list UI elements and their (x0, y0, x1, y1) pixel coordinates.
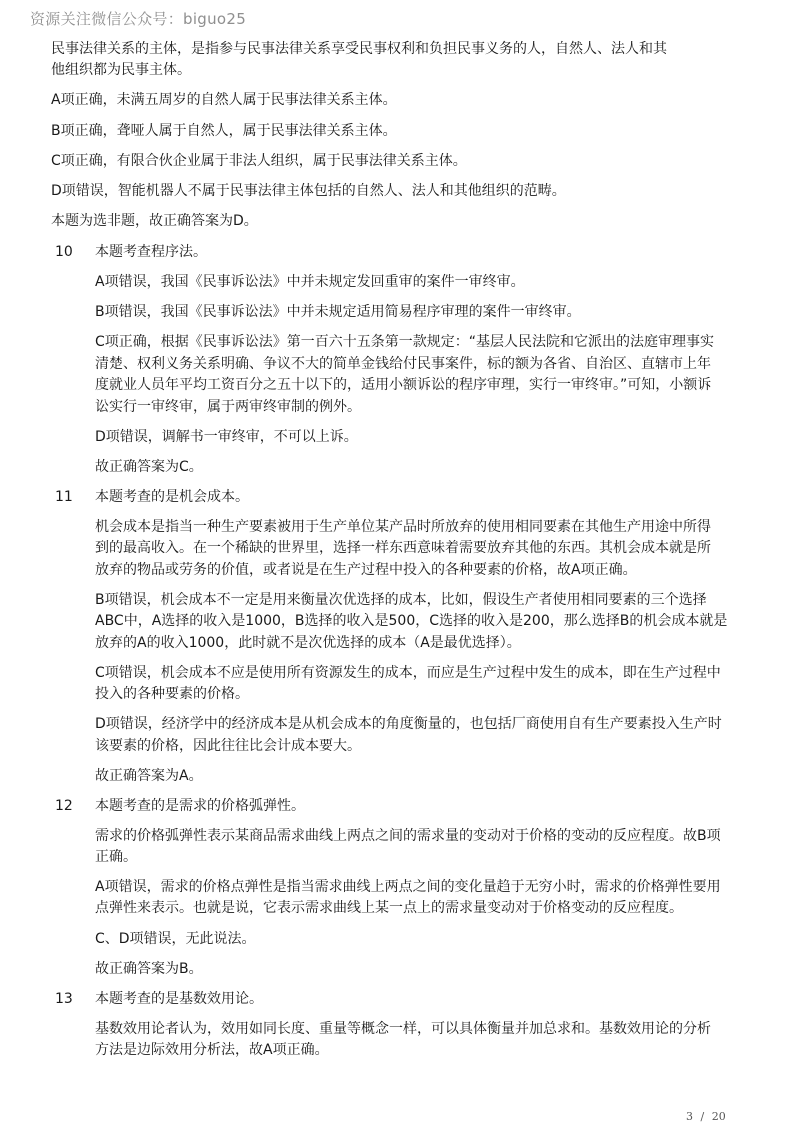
question-number-12: 12 (55, 798, 73, 814)
q11-option-c-line-1: C项错误，机会成本不应是使用所有资源发生的成本，而应是生产过程中发生的成本，即在生产过程中 (95, 665, 721, 681)
intro-option-d: D项错误，智能机器人不属于民事法律主体包括的自然人、法人和其他组织的范畴。 (51, 183, 566, 199)
q11-para-1-line-3: 放弃的物品或劳务的价值，或者说是在生产过程中投入的各种要素的价格，故A项正确。 (95, 562, 637, 578)
q13-para-1-line-2: 方法是边际效用分析法，故A项正确。 (95, 1042, 329, 1058)
q10-option-c-line-1: C项正确，根据《民事诉讼法》第一百六十五条第一款规定：“基层人民法院和它派出的法庭审理事实 (95, 334, 715, 350)
intro-line-2: 他组织都为民事主体。 (51, 62, 191, 78)
q12-answer: 故正确答案为B。 (95, 961, 203, 977)
q11-answer: 故正确答案为A。 (95, 768, 203, 784)
q10-answer: 故正确答案为C。 (95, 459, 203, 475)
q11-para-1-line-1: 机会成本是指当一种生产要素被用于生产单位某产品时所放弃的使用相同要素在其他生产用途中所得 (95, 519, 711, 535)
q12-para-1-line-1: 需求的价格弧弹性表示某商品需求曲线上两点之间的需求量的变动对于价格的变动的反应程度。故B项 (95, 828, 721, 844)
q11-option-b-line-2: ABC中，A选择的收入是1000，B选择的收入是500，C选择的收入是200，那么选择B的机会成本就是 (95, 613, 728, 629)
q11-option-d-line-2: 该要素的价格，因此往往比会计成本要大。 (95, 738, 361, 754)
question-title-11: 本题考查的是机会成本。 (95, 489, 249, 505)
question-number-10: 10 (55, 244, 73, 260)
intro-option-c: C项正确，有限合伙企业属于非法人组织，属于民事法律关系主体。 (51, 153, 467, 169)
q11-option-b-line-1: B项错误，机会成本不一定是用来衡量次优选择的成本，比如，假设生产者使用相同要素的三个选择 (95, 592, 707, 608)
q10-option-c-line-4: 讼实行一审终审，属于两审终审制的例外。 (95, 399, 361, 415)
q10-option-c-line-2: 清楚、权利义务关系明确、争议不大的简单金钱给付民事案件，标的额为各省、自治区、直辖市上年 (95, 356, 711, 372)
intro-option-a: A项正确，未满五周岁的自然人属于民事法律关系主体。 (51, 92, 397, 108)
q11-option-c-line-2: 投入的各种要素的价格。 (95, 686, 249, 702)
question-title-10: 本题考查程序法。 (95, 244, 207, 260)
q12-para-1-line-2: 正确。 (95, 849, 137, 865)
q10-option-b: B项错误，我国《民事诉讼法》中并未规定适用简易程序审理的案件一审终审。 (95, 304, 581, 320)
intro-line-1: 民事法律关系的主体，是指参与民事法律关系享受民事权利和负担民事义务的人，自然人、法人和其 (51, 41, 667, 57)
watermark: 资源关注微信公众号：biguo25 (30, 10, 247, 28)
q13-para-1-line-1: 基数效用论者认为，效用如同长度、重量等概念一样，可以具体衡量并加总求和。基数效用论的分析 (95, 1021, 711, 1037)
q11-option-d-line-1: D项错误，经济学中的经济成本是从机会成本的角度衡量的，也包括厂商使用自有生产要素投入生产时 (95, 716, 722, 732)
intro-option-b: B项正确，聋哑人属于自然人，属于民事法律关系主体。 (51, 123, 397, 139)
q11-option-b-line-3: 放弃的A的收入1000，此时就不是次优选择的成本（A是最优选择）。 (95, 635, 521, 651)
q12-option-cd: C、D项错误，无此说法。 (95, 931, 256, 947)
intro-answer: 本题为选非题，故正确答案为D。 (51, 213, 258, 229)
question-number-11: 11 (55, 489, 73, 505)
question-title-12: 本题考查的是需求的价格弧弹性。 (95, 798, 305, 814)
page-number: 3 / 20 (686, 1110, 726, 1123)
q10-option-d: D项错误，调解书一审终审，不可以上诉。 (95, 429, 358, 445)
question-title-13: 本题考查的是基数效用论。 (95, 991, 263, 1007)
q10-option-a: A项错误，我国《民事诉讼法》中并未规定发回重审的案件一审终审。 (95, 274, 525, 290)
q11-para-1-line-2: 到的最高收入。在一个稀缺的世界里，选择一样东西意味着需要放弃其他的东西。其机会成本就是所 (95, 540, 711, 556)
q12-option-a-line-2: 点弹性来表示。也就是说，它表示需求曲线上某一点上的需求量变动对于价格变动的反应程度。 (95, 900, 683, 916)
q10-option-c-line-3: 度就业人员年平均工资百分之五十以下的，适用小额诉讼的程序审理，实行一审终审。”可知，小额诉 (95, 377, 712, 393)
q12-option-a-line-1: A项错误，需求的价格点弹性是指当需求曲线上两点之间的变化量趋于无穷小时，需求的价格弹性要用 (95, 879, 721, 895)
question-number-13: 13 (55, 991, 73, 1007)
